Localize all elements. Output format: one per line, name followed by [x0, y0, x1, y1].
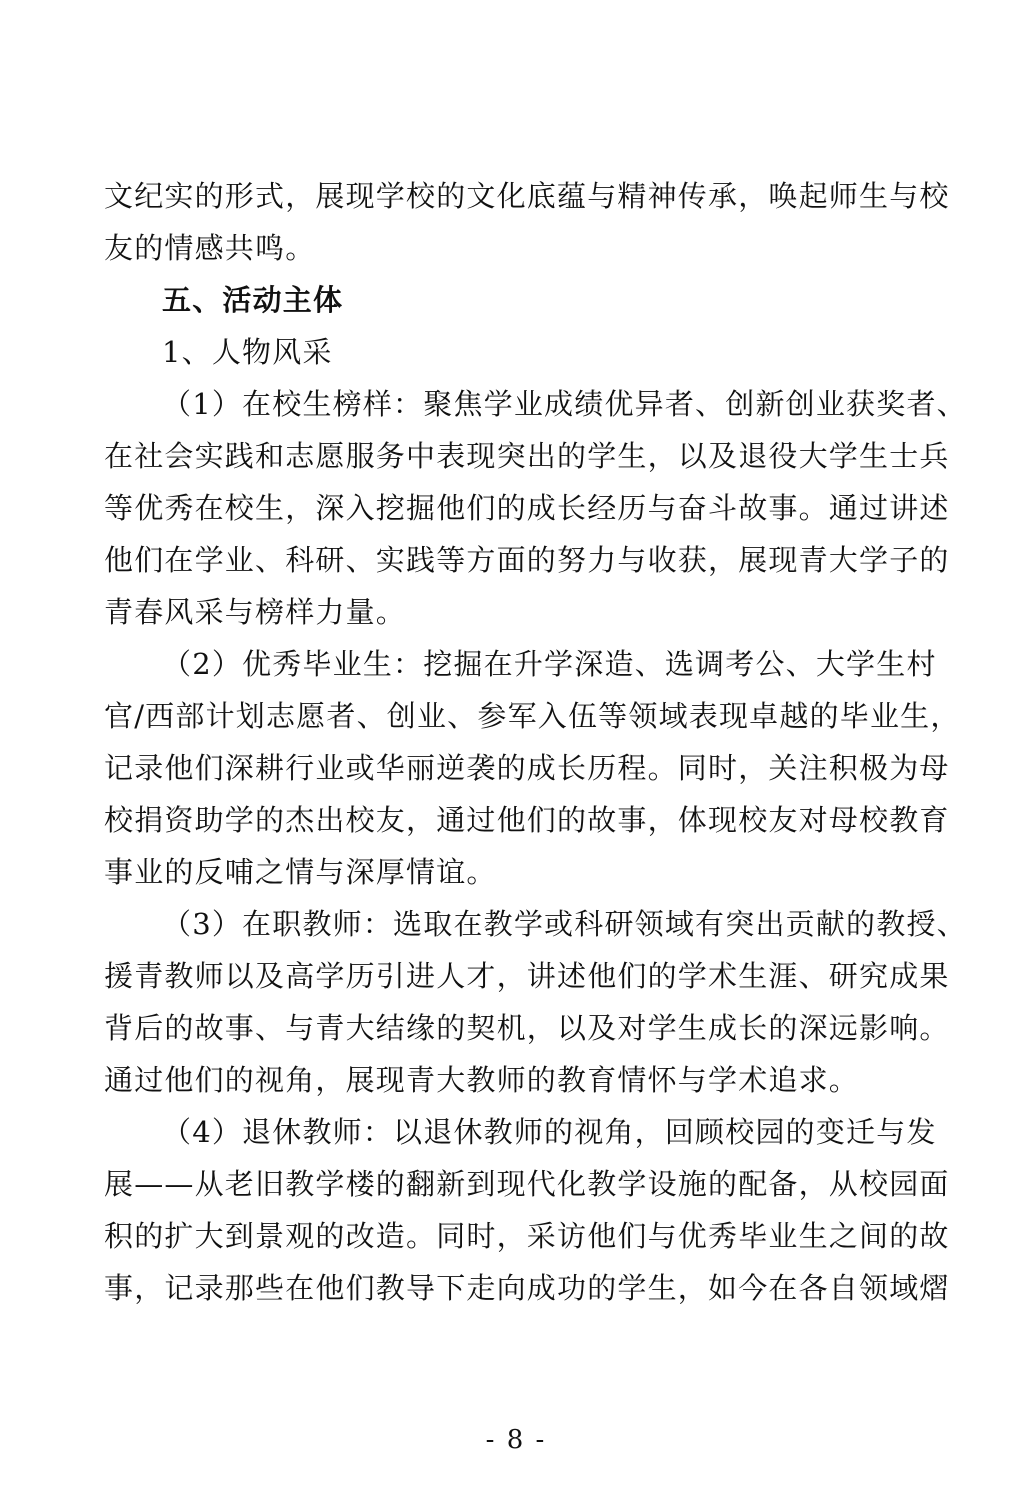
- paragraph-line-18: 通过他们的视角，展现青大教师的教育情怀与学术追求。: [104, 1063, 860, 1097]
- paragraph-line-20: 展——从老旧教学楼的翻新到现代化教学设施的配备，从校园面: [104, 1167, 950, 1201]
- paragraph-line-13: 校捐资助学的杰出校友，通过他们的故事，体现校友对母校教育: [104, 803, 950, 837]
- paragraph-line-2: 友的情感共鸣。: [104, 231, 316, 265]
- paragraph-line-8: 他们在学业、科研、实践等方面的努力与收获，展现青大学子的: [104, 543, 950, 577]
- page-number: - 8 -: [485, 1425, 547, 1455]
- paragraph-line-14: 事业的反哺之情与深厚情谊。: [104, 855, 497, 889]
- paragraph-line-17: 背后的故事、与青大结缘的契机，以及对学生成长的深远影响。: [104, 1011, 950, 1045]
- paragraph-line-1: 文纪实的形式，展现学校的文化底蕴与精神传承，唤起师生与校: [104, 179, 950, 213]
- paragraph-line-12: 记录他们深耕行业或华丽逆袭的成长历程。同时，关注积极为母: [104, 751, 950, 785]
- paragraph-line-10: （2）优秀毕业生：挖掘在升学深造、选调考公、大学生村: [162, 647, 937, 681]
- paragraph-line-15: （3）在职教师：选取在教学或科研领域有突出贡献的教授、: [162, 907, 967, 941]
- paragraph-line-9: 青春风采与榜样力量。: [104, 595, 407, 629]
- paragraph-line-7: 等优秀在校生，深入挖掘他们的成长经历与奋斗故事。通过讲述: [104, 491, 950, 525]
- paragraph-line-19: （4）退休教师：以退休教师的视角，回顾校园的变迁与发: [162, 1115, 937, 1149]
- paragraph-line-6: 在社会实践和志愿服务中表现突出的学生，以及退役大学生士兵: [104, 439, 950, 473]
- paragraph-line-21: 积的扩大到景观的改造。同时，采访他们与优秀毕业生之间的故: [104, 1219, 950, 1253]
- paragraph-line-5: （1）在校生榜样：聚焦学业成绩优异者、创新创业获奖者、: [162, 387, 967, 421]
- paragraph-line-16: 援青教师以及高学历引进人才，讲述他们的学术生涯、研究成果: [104, 959, 950, 993]
- paragraph-line-11: 官/西部计划志愿者、创业、参军入伍等领域表现卓越的毕业生，: [104, 699, 961, 733]
- document-body: [104, 170, 967, 1314]
- paragraph-line-22: 事，记录那些在他们教导下走向成功的学生，如今在各自领域熠: [104, 1271, 950, 1305]
- subsection-heading-people: 1、人物风采: [162, 335, 333, 369]
- section-heading-activity-subjects: 五、活动主体: [162, 283, 344, 317]
